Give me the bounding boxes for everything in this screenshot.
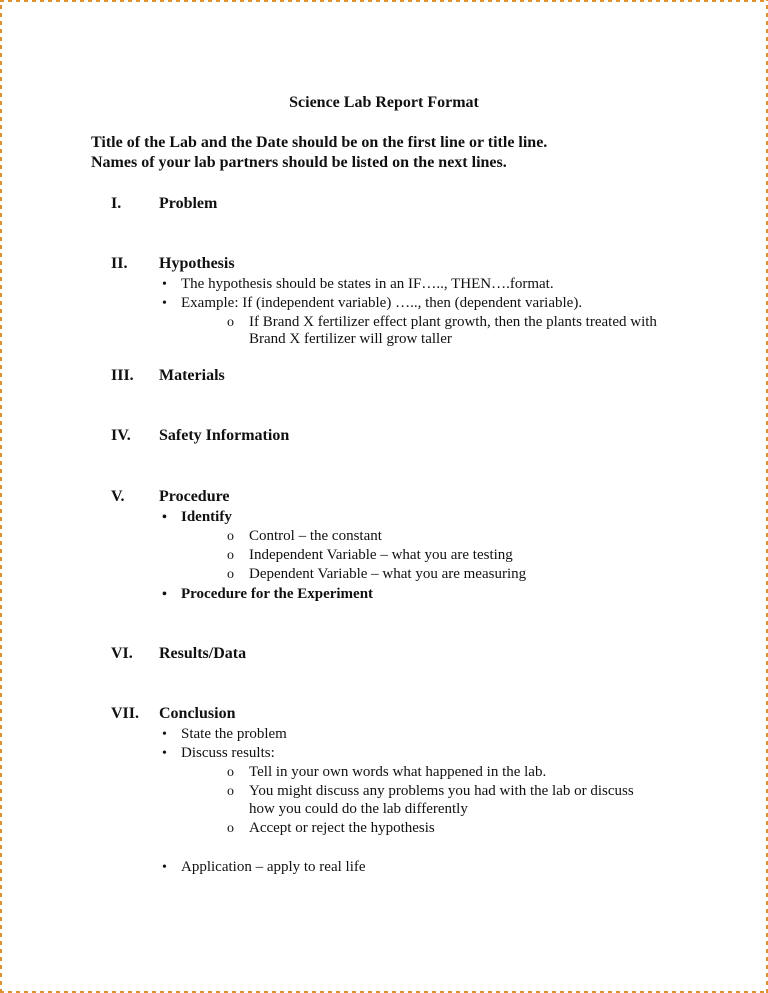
list-item-text: The hypothesis should be states in an IF….., THEN….format. [181, 276, 554, 292]
section-number: III. [111, 367, 134, 384]
section-title: Conclusion [159, 705, 236, 722]
circle-bullet-icon: o [227, 529, 234, 544]
section-title: Problem [159, 195, 218, 212]
section-title: Materials [159, 367, 225, 384]
list-item-text: If Brand X fertilizer effect plant growth, then the plants treated with [249, 314, 657, 330]
list-item-text: Brand X fertilizer will grow taller [249, 331, 452, 347]
circle-bullet-icon: o [227, 765, 234, 780]
bullet-icon: • [162, 587, 167, 602]
section-number: V. [111, 488, 125, 505]
bullet-icon: • [162, 277, 167, 292]
list-item [162, 725, 287, 744]
intro-line: Names of your lab partners should be listed on the next lines. [91, 154, 507, 171]
bullet-icon: • [162, 746, 167, 761]
section-title: Results/Data [159, 645, 247, 662]
section-title: Safety Information [159, 427, 290, 444]
sub-list-item-continuation [249, 330, 452, 349]
list-item-text: Independent Variable – what you are testing [249, 547, 513, 563]
section-number: I. [111, 195, 122, 212]
circle-bullet-icon: o [227, 784, 234, 799]
circle-bullet-icon: o [227, 548, 234, 563]
section-heading-hypothesis [111, 254, 235, 274]
list-item [162, 744, 275, 763]
list-item-text: Application – apply to real life [181, 859, 366, 875]
list-item [162, 275, 554, 294]
list-item-text: Identify [181, 509, 232, 525]
bullet-icon: • [162, 860, 167, 875]
section-number: IV. [111, 427, 131, 444]
list-item-text: You might discuss any problems you had with the lab or discuss [249, 783, 634, 799]
bullet-icon: • [162, 510, 167, 525]
circle-bullet-icon: o [227, 821, 234, 836]
list-item-text: Example: If (independent variable) ….., then (dependent variable). [181, 295, 583, 311]
section-heading-problem [111, 194, 217, 214]
list-item-text: how you could do the lab differently [249, 801, 468, 817]
list-item-text: Discuss results: [181, 745, 275, 761]
circle-bullet-icon: o [227, 315, 234, 330]
list-item [162, 508, 232, 527]
section-number: VII. [111, 705, 140, 722]
list-item-text: Control – the constant [249, 528, 382, 544]
circle-bullet-icon: o [227, 567, 234, 582]
section-heading-safety-information [111, 426, 289, 446]
bullet-icon: • [162, 727, 167, 742]
list-item-text: State the problem [181, 726, 287, 742]
section-title: Hypothesis [159, 255, 235, 272]
list-item-text: Accept or reject the hypothesis [249, 820, 435, 836]
sub-list-item [227, 782, 634, 801]
list-item [162, 585, 374, 604]
intro-block [91, 133, 547, 173]
section-number: VI. [111, 645, 133, 662]
section-heading-procedure [111, 487, 230, 507]
section-heading-results-data [111, 644, 246, 664]
sub-list-item-continuation [249, 800, 468, 819]
bullet-icon: • [162, 296, 167, 311]
section-heading-materials [111, 366, 225, 386]
list-item [162, 858, 366, 877]
section-title: Procedure [159, 488, 230, 505]
list-item-text: Dependent Variable – what you are measuring [249, 566, 527, 582]
sub-list-item [227, 527, 382, 546]
intro-line: Title of the Lab and the Date should be on the first line or title line. [91, 134, 548, 151]
document-title: Science Lab Report Format [289, 94, 479, 111]
list-item [162, 294, 583, 313]
list-item-text: Tell in your own words what happened in the lab. [249, 764, 547, 780]
sub-list-item [227, 546, 513, 565]
section-number: II. [111, 255, 128, 272]
list-item-text: Procedure for the Experiment [181, 586, 374, 602]
sub-list-item [227, 565, 527, 584]
section-heading-conclusion [111, 704, 235, 724]
sub-list-item [227, 763, 547, 782]
sub-list-item [227, 819, 435, 838]
